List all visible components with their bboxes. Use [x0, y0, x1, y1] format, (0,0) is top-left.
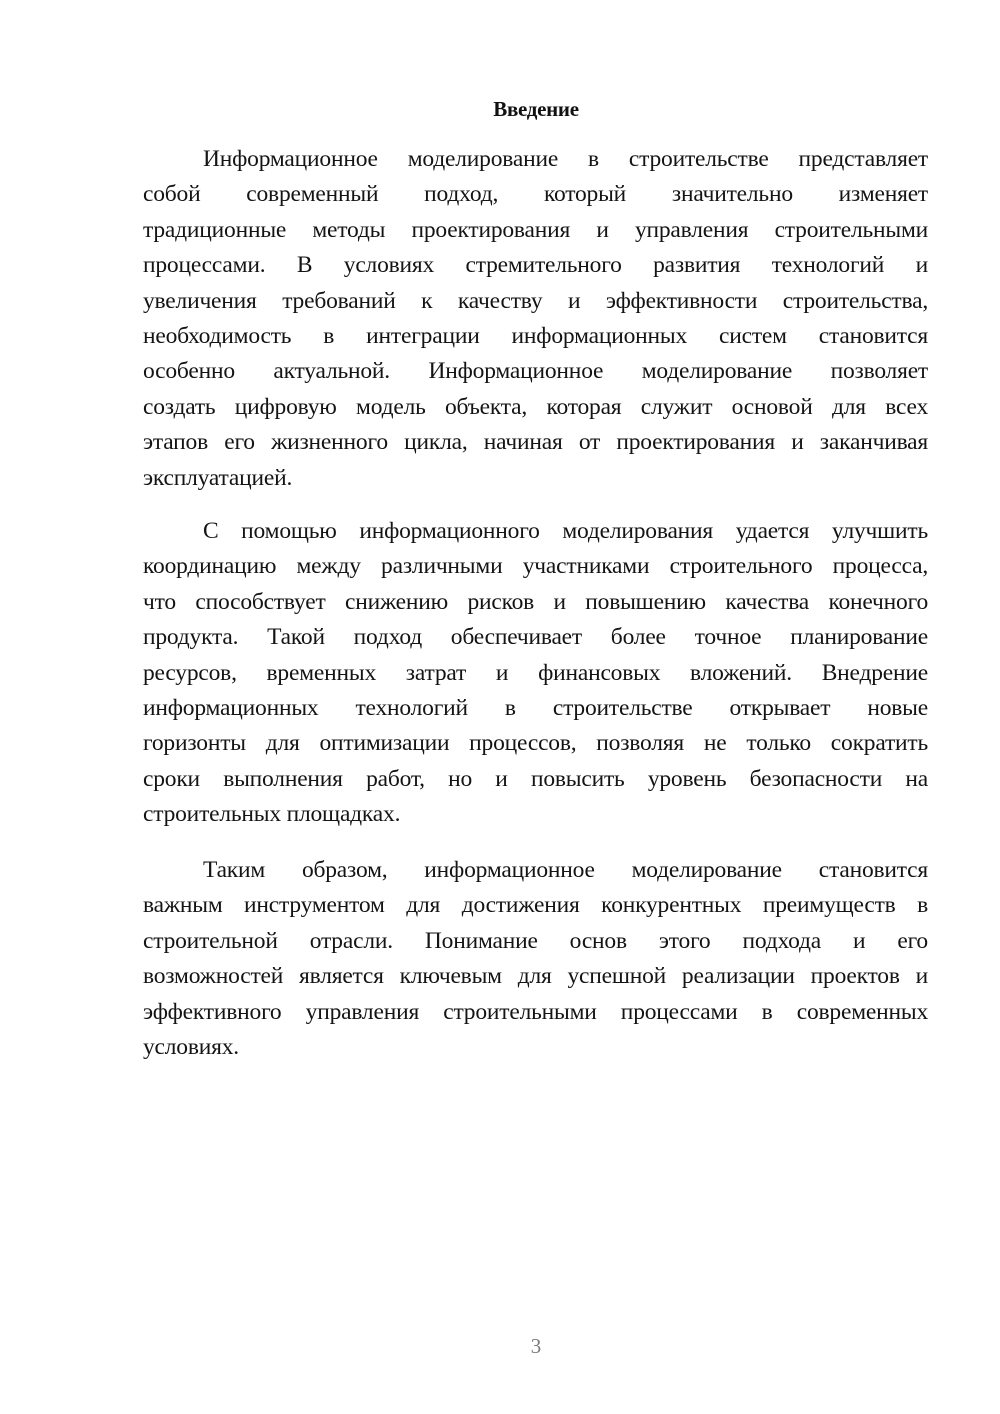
text-line: Информационное моделирование в строительстве представляет: [203, 146, 928, 172]
text-line: С помощью информационного моделирования удается улучшить: [203, 518, 928, 544]
text-line: строительной отрасли. Понимание основ этого подхода и его: [143, 927, 928, 954]
text-line: возможностей является ключевым для успешной реализации проектов и: [143, 963, 928, 990]
text-line: что способствует снижению рисков и повышению качества конечного: [143, 588, 928, 615]
text-line: информационных технологий в строительстве открывает новые: [143, 694, 928, 721]
text-line: условиях.: [143, 1033, 239, 1060]
text-line: эффективного управления строительными процессами в современных: [143, 998, 928, 1025]
text-line: процессами. В условиях стремительного развития технологий и: [143, 252, 928, 279]
text-line: особенно актуальной. Информационное моделирование позволяет: [143, 358, 928, 385]
text-line: продукта. Такой подход обеспечивает более точное планирование: [143, 624, 928, 651]
text-line: собой современный подход, который значительно изменяет: [143, 181, 928, 208]
text-line: ресурсов, временных затрат и финансовых вложений. Внедрение: [143, 659, 928, 686]
text-line: необходимость в интеграции информационных систем становится: [143, 322, 928, 349]
text-line: эксплуатацией.: [143, 464, 293, 491]
text-line: горизонты для оптимизации процессов, позволяя не только сократить: [143, 730, 928, 757]
paragraph-2: [143, 514, 928, 833]
text-line: создать цифровую модель объекта, которая служит основой для всех: [143, 393, 928, 420]
paragraph-3: [143, 853, 928, 1065]
text-line: увеличения требований к качеству и эффективности строительства,: [143, 287, 928, 314]
text-line: этапов его жизненного цикла, начиная от проектирования и заканчивая: [143, 429, 928, 456]
text-line: важным инструментом для достижения конкурентных преимуществ в: [143, 892, 928, 919]
text-line: строительных площадках.: [143, 801, 401, 828]
text-line: сроки выполнения работ, но и повысить уровень безопасности на: [143, 765, 928, 792]
page-title: Введение: [493, 97, 579, 121]
paragraph-1: [143, 142, 928, 496]
text-line: Таким образом, информационное моделирование становится: [203, 857, 928, 883]
text-line: традиционные методы проектирования и управления строительными: [143, 216, 928, 243]
text-line: координацию между различными участниками строительного процесса,: [143, 553, 928, 580]
page-number: 3: [530, 1334, 542, 1358]
